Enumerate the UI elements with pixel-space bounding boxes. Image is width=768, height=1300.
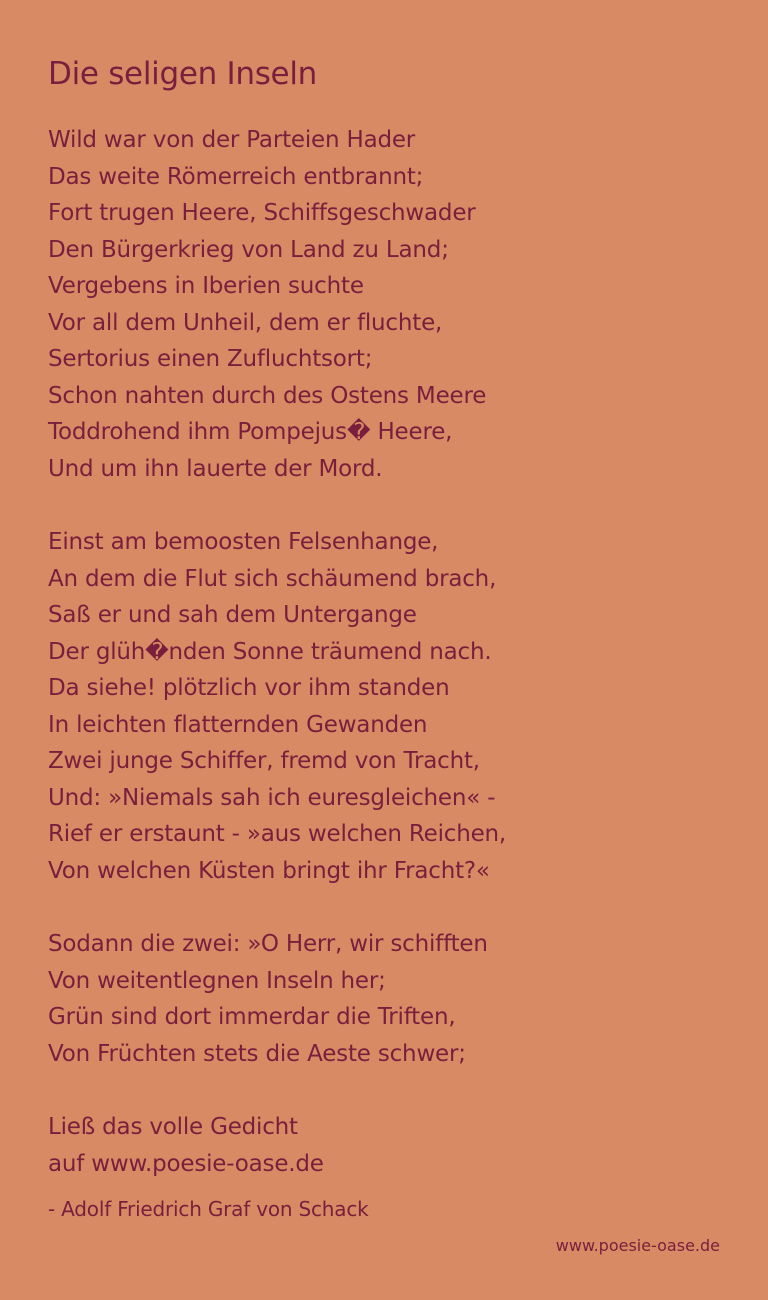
stanza-3 [48,926,728,1072]
poem-line: Zwei junge Schiffer, fremd von Tracht, [48,748,480,774]
read-more-note [48,1109,728,1183]
poem-line: Grün sind dort immerdar die Triften, [48,1004,456,1030]
poem-line: Saß er und sah dem Untergange [48,602,417,628]
poem-line: Vergebens in Iberien suchte [48,273,364,299]
poem-line: Fort trugen Heere, Schiffsgeschwader [48,200,476,226]
poem-line: Vor all dem Unheil, dem er fluchte, [48,309,443,336]
poem-line: Schon nahten durch des Ostens Meere [48,382,487,409]
stanza-2 [48,524,728,889]
poem-line: Rief er erstaunt - »aus welchen Reichen, [48,821,507,847]
site-watermark: www.poesie-oase.de [555,1236,720,1255]
poem-line: In leichten flatternden Gewanden [48,711,428,738]
poem-line: Von welchen Küsten bringt ihr Fracht?« [48,857,490,884]
poem-line: Sodann die zwei: »O Herr, wir schifften [48,931,488,957]
author-credit: - Adolf Friedrich Graf von Schack [48,1197,369,1221]
poem-line: Einst am bemoosten Felsenhange, [48,529,439,555]
poem-line: Der glüh�nden Sonne träumend nach. [48,638,492,665]
poem-line: An dem die Flut sich schäumend brach, [48,565,497,592]
read-more-url: auf www.poesie-oase.de [48,1151,324,1177]
poem-line: Den Bürgerkrieg von Land zu Land; [48,236,449,263]
poem-line: Sertorius einen Zufluchtsort; [48,346,373,372]
poem-line: Und: »Niemals sah ich euresgleichen« - [48,784,496,811]
poem-line: Das weite Römerreich entbrannt; [48,163,424,190]
poem-line: Da siehe! plötzlich vor ihm standen [48,675,450,701]
read-more-line: Ließ das volle Gedicht [48,1114,298,1140]
poem-container [48,52,728,1223]
poem-line: Toddrohend ihm Pompejus� Heere, [48,419,453,445]
poem-line: Von Früchten stets die Aeste schwer; [48,1040,466,1067]
poem-line: Von weitentlegnen Inseln her; [48,967,386,994]
poem-line: Wild war von der Parteien Hader [48,127,416,153]
poem-line: Und um ihn lauerte der Mord. [48,455,383,482]
stanza-1 [48,122,728,487]
poem-title: Die seligen Inseln [48,56,317,92]
